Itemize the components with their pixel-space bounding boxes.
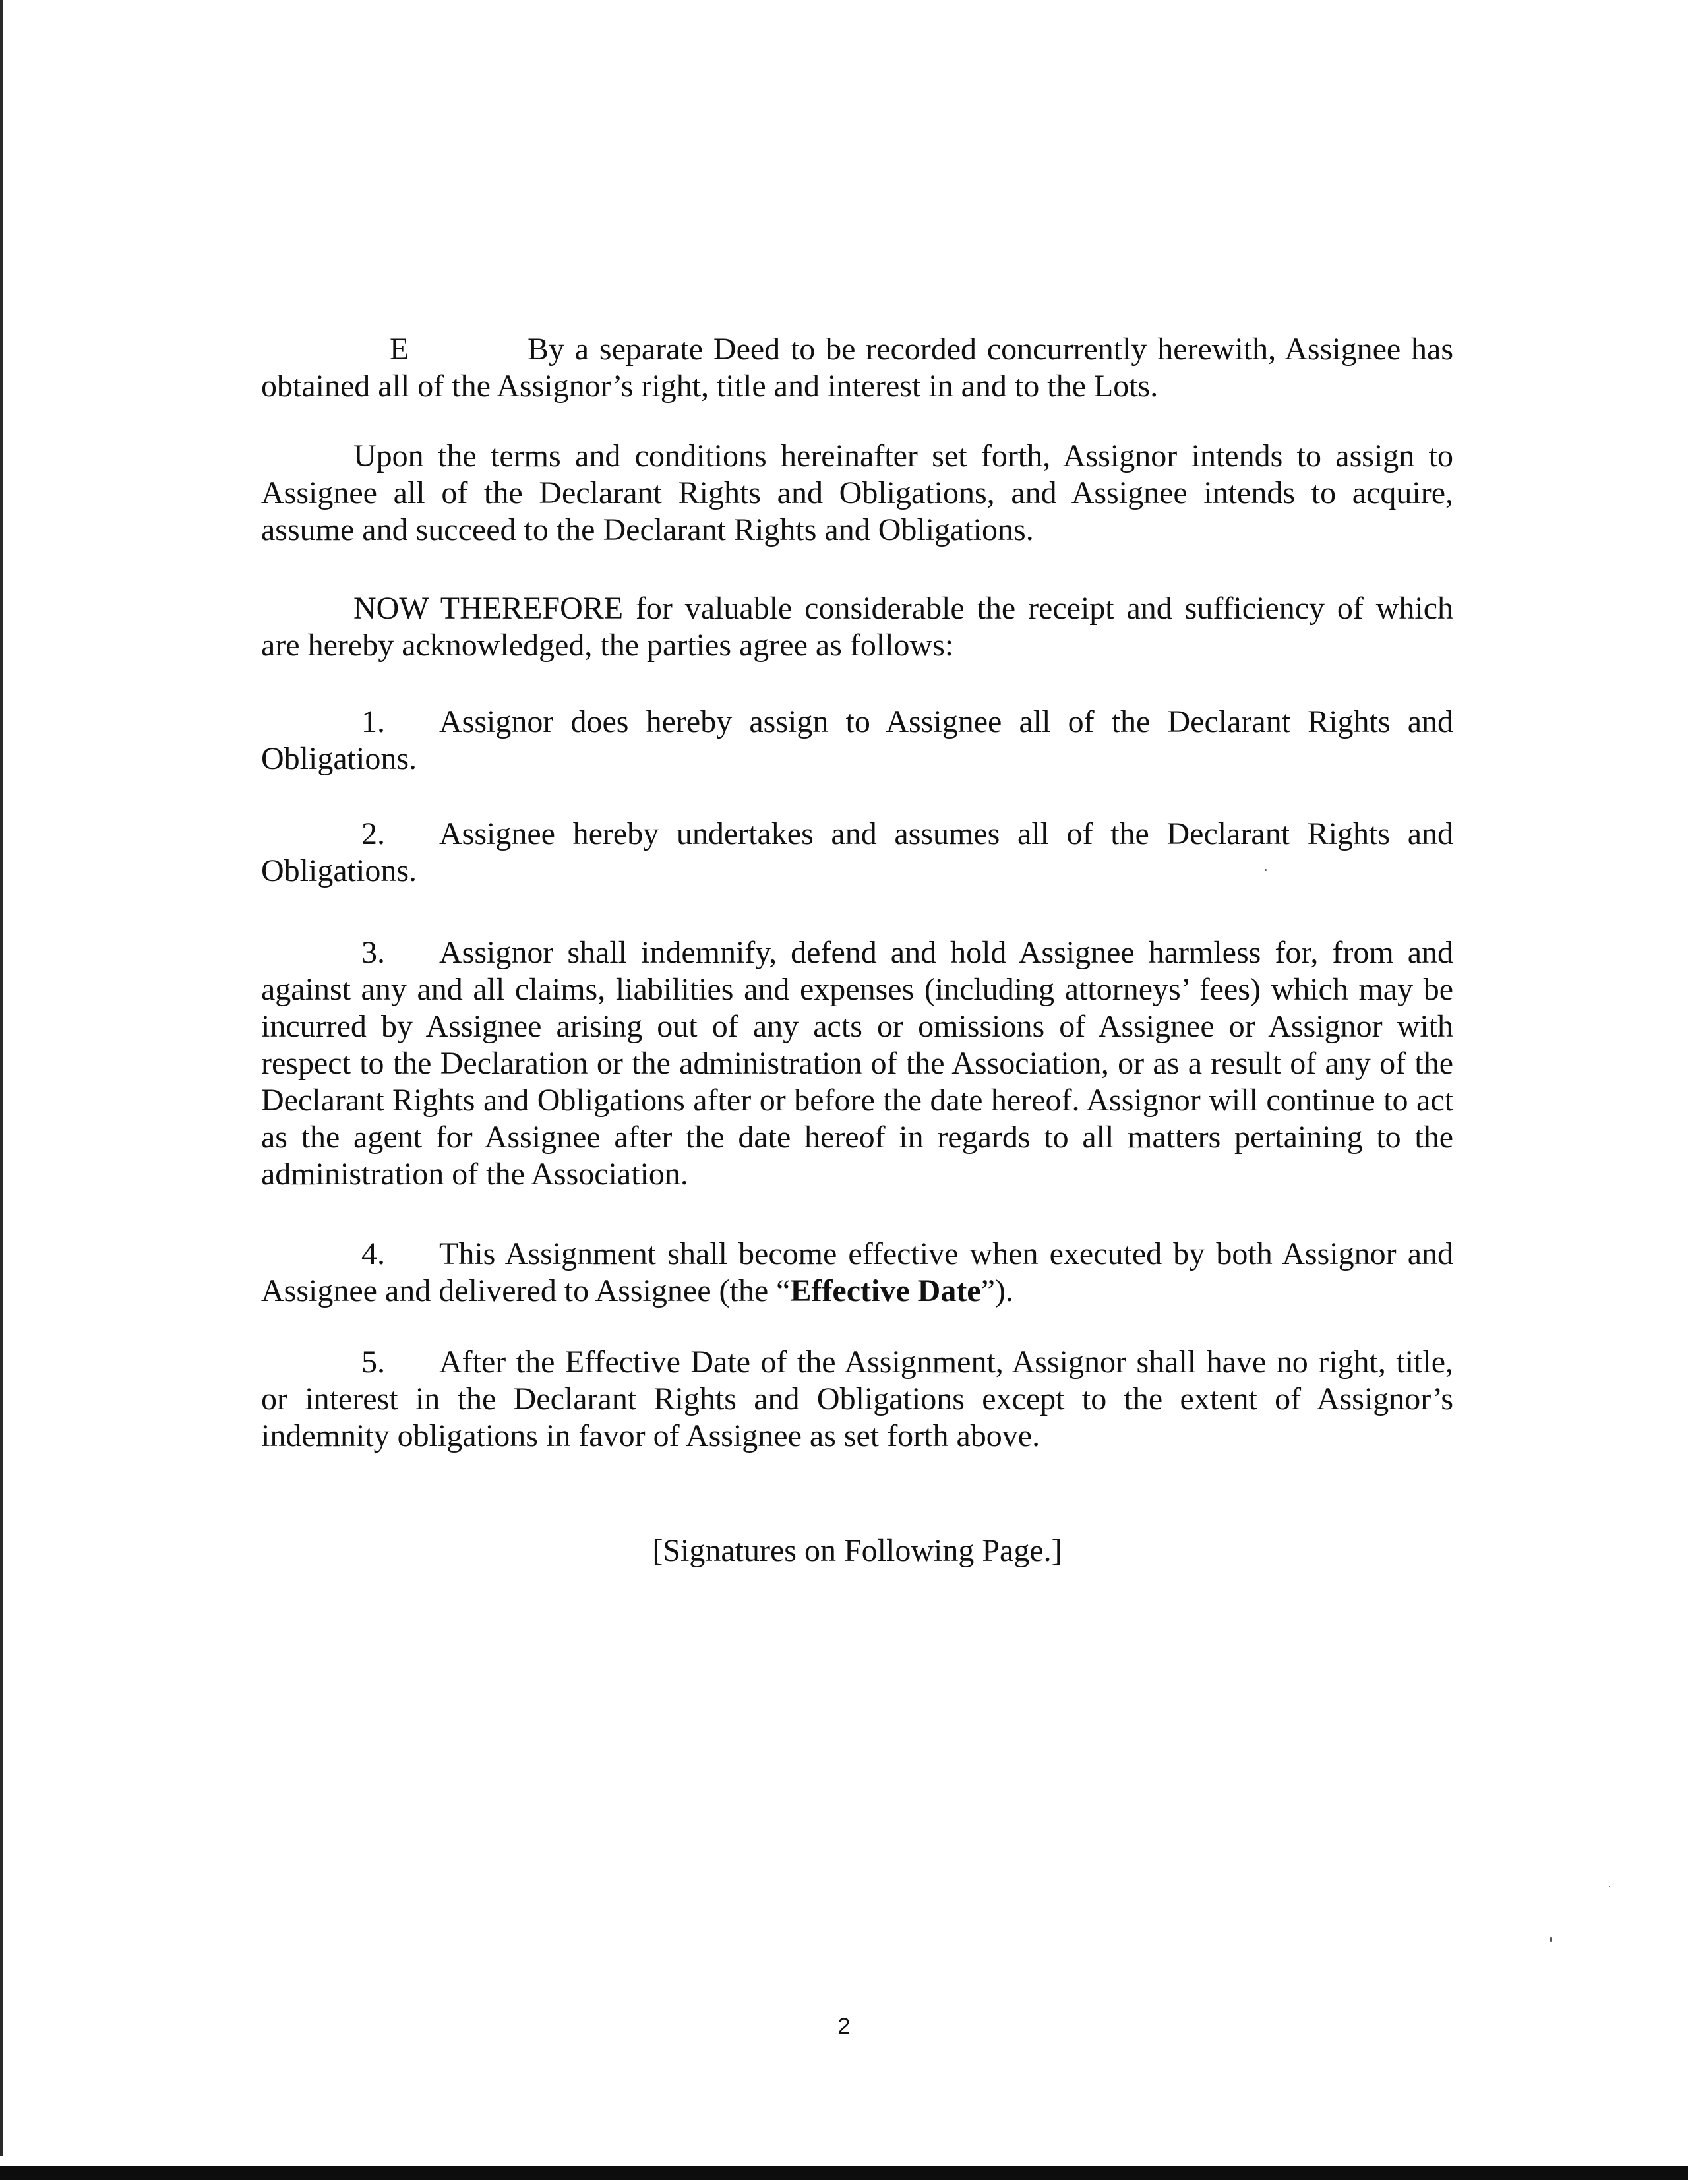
item-number: 1. — [361, 704, 385, 739]
item-number: 2. — [361, 816, 385, 851]
scan-left-edge — [0, 0, 3, 2156]
page-number: 2 — [837, 2014, 851, 2039]
list-item-2 — [261, 816, 1453, 890]
item-number: 4. — [361, 1236, 385, 1271]
list-item-5 — [261, 1344, 1453, 1455]
scan-speck — [1609, 1886, 1610, 1887]
item-number: 5. — [361, 1345, 385, 1380]
list-item-4 — [261, 1236, 1453, 1310]
scan-speck — [1550, 1937, 1552, 1942]
item-text-end: ”). — [980, 1273, 1013, 1308]
scan-speck — [1265, 869, 1267, 871]
recital-letter: E — [390, 332, 409, 367]
effective-date-term: Effective Date — [790, 1273, 981, 1308]
recital-e-paragraph — [261, 331, 1453, 405]
item-text: Assignor does hereby assign to Assignee all of the Declarant Rights and Obligations. — [261, 704, 1453, 776]
recital-e-text: By a separate Deed to be recorded concurrently herewith, Assignee has obtained all of the Assignor’s right, title and interest in and to the Lots. — [261, 332, 1453, 404]
signature-note: [Signatures on Following Page.] — [652, 1533, 1062, 1568]
scan-bottom-edge — [0, 2166, 1688, 2180]
list-item-1 — [261, 704, 1453, 777]
intent-paragraph: Upon the terms and conditions hereinafter set forth, Assignor intends to assign to Assignee all of the Declarant Rights and Obligations, and Assignee intends to acquire, assume and succeed to the Declarant Rights and Obligations. — [261, 439, 1453, 547]
item-text: Assignor shall indemnify, defend and hold Assignee harmless for, from and against any and all claims, liabilities and expenses (including attorneys’ fees) which may be incurred by Assignee arising out of any acts or omissions of Assignee or Assignor with respect to the Declaration or the administration of the Association, or as a result of any of the Declarant Rights and Obligations after or before the date hereof. Assignor will continue to act as the agent for Assignee after the date hereof in regards to all matters pertaining to the administration of the Association. — [261, 935, 1453, 1192]
item-text: This Assignment shall become effective when executed by both Assignor and Assignee and delivered to Assignee (the “ — [261, 1236, 1453, 1308]
now-therefore-paragraph: NOW THEREFORE for valuable considerable the receipt and sufficiency of which are hereby acknowledged, the parties agree as follows: — [261, 591, 1453, 663]
list-item-3 — [261, 934, 1453, 1193]
item-number: 3. — [361, 935, 385, 970]
item-text: Assignee hereby undertakes and assumes all of the Declarant Rights and Obligations. — [261, 816, 1453, 888]
item-text: After the Effective Date of the Assignment, Assignor shall have no right, title, or interest in the Declarant Rights and Obligations except to the extent of Assignor’s indemnity obligations in favor of Assignee as set forth above. — [261, 1345, 1453, 1453]
